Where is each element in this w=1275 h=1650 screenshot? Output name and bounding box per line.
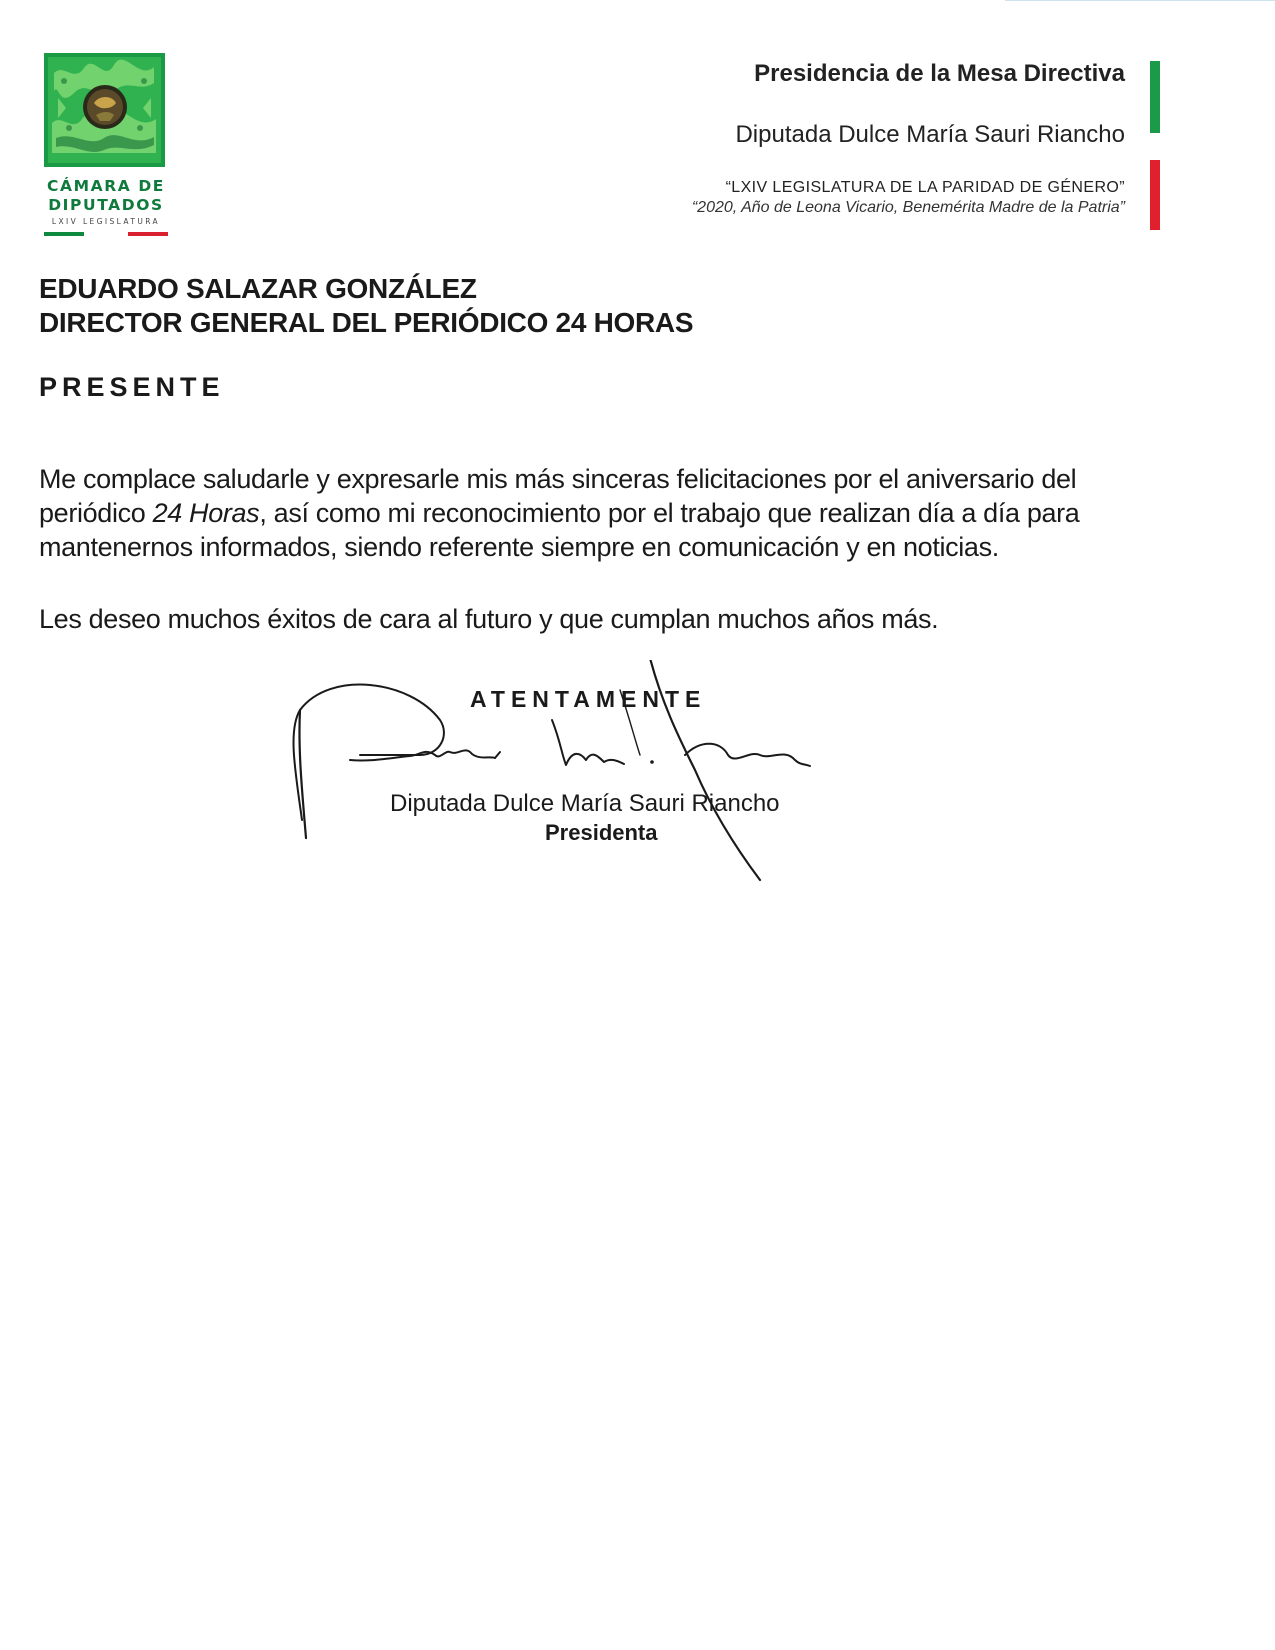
red-accent-bar (1150, 160, 1160, 230)
logo-flag-stripes (44, 232, 168, 236)
logo-subtitle: LXIV LEGISLATURA (51, 217, 161, 226)
camara-logo (44, 53, 168, 236)
addressee-title: DIRECTOR GENERAL DEL PERIÓDICO 24 HORAS (39, 307, 694, 338)
coat-of-arms-icon (44, 53, 165, 167)
flag-red-stripe (128, 232, 168, 236)
scan-top-edge (1005, 0, 1275, 1)
green-accent-bar (1150, 61, 1160, 133)
letterhead-office: Presidencia de la Mesa Directiva (754, 60, 1125, 87)
handwritten-signature (290, 660, 870, 890)
letterhead-legislature-motto: “LXIV LEGISLATURA DE LA PARIDAD DE GÉNERO” (725, 179, 1125, 196)
signer-role: Presidenta (545, 820, 658, 845)
letterhead (692, 60, 1125, 217)
letterhead-name: Diputada Dulce María Sauri Riancho (735, 121, 1125, 148)
closing: ATENTAMENTE (470, 686, 707, 712)
newspaper-name: 24 Horas (152, 498, 260, 528)
addressee-name: EDUARDO SALAZAR GONZÁLEZ (39, 273, 477, 304)
body-p1-start: Me complace saludarle y expresarle mis más sinceras felicitaciones por el aniversario del periódico (39, 464, 1077, 528)
body-paragraph-1 (39, 462, 1169, 564)
logo-title-line2: DIPUTADOS (48, 196, 164, 214)
body-p1-end: , así como mi reconocimiento por el trabajo que realizan día a día para mantenernos informados, siendo referente siempre en comunicación y en noticias. (39, 498, 1080, 562)
body-paragraph-2: Les deseo muchos éxitos de cara al futuro y que cumplan muchos años más. (39, 604, 939, 634)
signer-name: Diputada Dulce María Sauri Riancho (390, 790, 780, 817)
logo-title-line1: CÁMARA DE (47, 177, 165, 195)
flag-green-stripe (44, 232, 84, 236)
logo-title (44, 177, 168, 215)
addressee-block (39, 272, 693, 340)
letter-body (39, 462, 1169, 636)
letterhead-year-motto: “2020, Año de Leona Vicario, Benemérita Madre de la Patria” (691, 199, 1125, 216)
salutation: PRESENTE (39, 372, 225, 402)
